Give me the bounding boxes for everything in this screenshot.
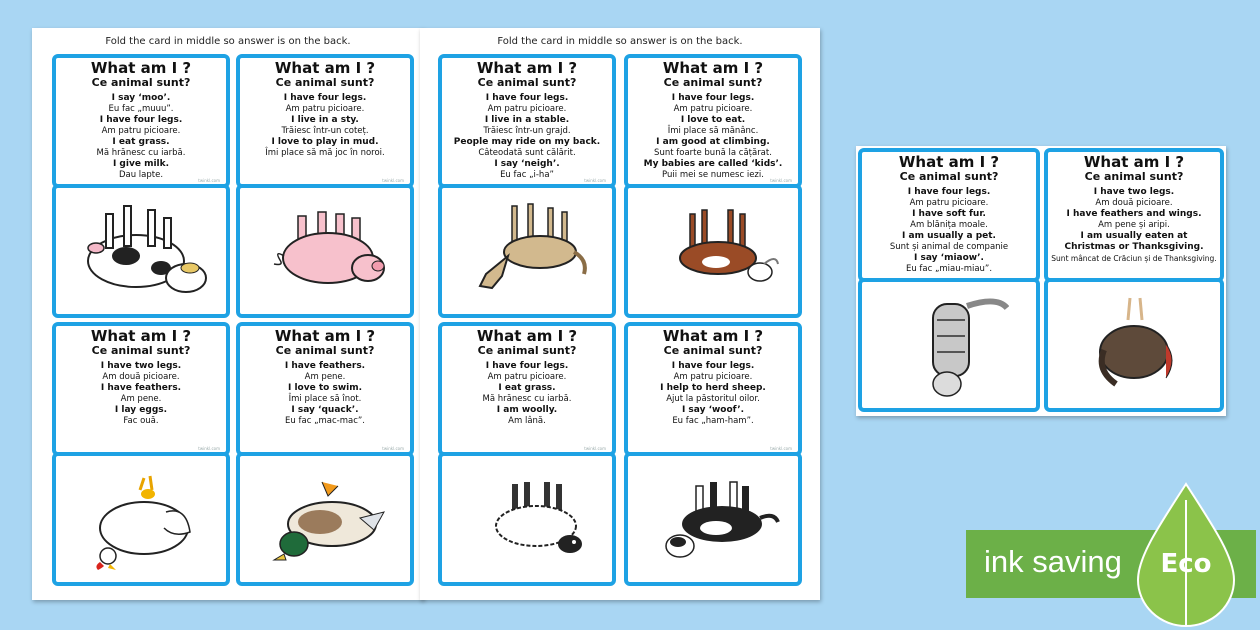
clue-card-horse bbox=[438, 54, 616, 188]
brand-mark: twinkl.com bbox=[770, 446, 792, 451]
answer-card-goat bbox=[624, 184, 802, 318]
clue-line: Sunt foarte bună la cățărat. bbox=[654, 148, 772, 158]
clue-line: I have two legs. bbox=[100, 361, 182, 371]
clue-line: I have soft fur. bbox=[912, 209, 986, 219]
card-title: What am I ? bbox=[274, 59, 376, 77]
clue-line: I have two legs. bbox=[1093, 187, 1175, 197]
clue-card-cow bbox=[52, 54, 230, 188]
card-title: What am I ? bbox=[90, 327, 192, 345]
clue-line: I help to herd sheep. bbox=[660, 383, 766, 393]
clue-card-sheep bbox=[438, 322, 616, 456]
brand-mark: twinkl.com bbox=[198, 446, 220, 451]
clue-line: Fac ouă. bbox=[123, 416, 159, 426]
hen-illustration bbox=[66, 464, 216, 574]
clue-text bbox=[442, 58, 612, 181]
clue-line: I eat grass. bbox=[498, 383, 556, 393]
clue-card-hen bbox=[52, 322, 230, 456]
clue-line: Îmi place să mă joc în noroi. bbox=[265, 148, 385, 158]
clue-line: I have four legs. bbox=[907, 187, 991, 197]
card-subtitle: Ce animal sunt? bbox=[899, 170, 999, 183]
clue-line: Am blănița moale. bbox=[910, 220, 988, 230]
clue-line: I say ‘miaow’. bbox=[914, 253, 984, 263]
clue-text bbox=[240, 58, 410, 159]
dog-illustration bbox=[638, 464, 788, 574]
clue-line: I love to play in mud. bbox=[271, 137, 379, 147]
clue-line: Am patru picioare. bbox=[673, 104, 753, 114]
answer-card-turkey bbox=[1044, 278, 1224, 412]
answer-card-dog bbox=[624, 452, 802, 586]
clue-line: I have feathers. bbox=[100, 383, 182, 393]
clue-line: Câteodată sunt călărit. bbox=[478, 148, 576, 158]
card-subtitle: Ce animal sunt? bbox=[663, 76, 763, 89]
clue-text bbox=[56, 58, 226, 181]
clue-line: Am patru picioare. bbox=[487, 372, 567, 382]
card-subtitle: Ce animal sunt? bbox=[275, 344, 375, 357]
clue-line: Dau lapte. bbox=[118, 170, 164, 180]
worksheet-page-2 bbox=[420, 28, 820, 600]
clue-card-duck bbox=[236, 322, 414, 456]
card-subtitle: Ce animal sunt? bbox=[275, 76, 375, 89]
clue-line: I have feathers and wings. bbox=[1066, 209, 1202, 219]
clue-line: I eat grass. bbox=[112, 137, 170, 147]
clue-line: I am usually eaten at bbox=[1080, 231, 1188, 241]
duck-illustration bbox=[250, 464, 400, 574]
clue-line: I love to eat. bbox=[680, 115, 746, 125]
clue-line: Eu fac „i-ha” bbox=[500, 170, 554, 180]
card-title: What am I ? bbox=[274, 327, 376, 345]
answer-card-pig bbox=[236, 184, 414, 318]
card-title: What am I ? bbox=[476, 59, 578, 77]
clue-line: Am patru picioare. bbox=[101, 126, 181, 136]
answer-card-cat bbox=[858, 278, 1040, 412]
card-subtitle: Ce animal sunt? bbox=[663, 344, 763, 357]
clue-line: Am pene. bbox=[304, 372, 346, 382]
clue-card-cat bbox=[858, 148, 1040, 282]
clue-line: I give milk. bbox=[112, 159, 170, 169]
clue-line: Am lână. bbox=[508, 416, 546, 426]
clue-line: Am patru picioare. bbox=[673, 372, 753, 382]
clue-line: I am good at climbing. bbox=[656, 137, 770, 147]
clue-line: I say ‘quack’. bbox=[291, 405, 359, 415]
clue-line: I have four legs. bbox=[485, 361, 569, 371]
clue-line: I say ‘neigh’. bbox=[494, 159, 560, 169]
clue-line: I live in a stable. bbox=[484, 115, 570, 125]
clue-line: I say ‘moo’. bbox=[111, 93, 171, 103]
clue-card-dog bbox=[624, 322, 802, 456]
clue-line: Mă hrănesc cu iarbă. bbox=[482, 394, 572, 404]
clue-line: Am pene și aripi. bbox=[1098, 220, 1170, 230]
clue-line: Sunt mâncat de Crăciun și de Thanksgiving. bbox=[1051, 254, 1217, 263]
clue-line: Am două picioare. bbox=[1095, 198, 1173, 208]
brand-mark: twinkl.com bbox=[584, 446, 606, 451]
clue-line: I say ‘woof’. bbox=[681, 405, 745, 415]
clue-line: I am woolly. bbox=[496, 405, 558, 415]
answer-card-duck bbox=[236, 452, 414, 586]
clue-line: Am patru picioare. bbox=[909, 198, 989, 208]
clue-line: I love to swim. bbox=[287, 383, 363, 393]
brand-mark: twinkl.com bbox=[584, 178, 606, 183]
clue-line: Trăiesc într-un grajd. bbox=[483, 126, 571, 136]
brand-mark: twinkl.com bbox=[382, 446, 404, 451]
clue-card-pig bbox=[236, 54, 414, 188]
card-title: What am I ? bbox=[662, 59, 764, 77]
clue-line: I am usually a pet. bbox=[902, 231, 996, 241]
clue-line: Eu fac „ham-ham”. bbox=[672, 416, 754, 426]
card-subtitle: Ce animal sunt? bbox=[477, 76, 577, 89]
clue-line: I have four legs. bbox=[283, 93, 367, 103]
clue-line: I have four legs. bbox=[99, 115, 183, 125]
eco-leaf-icon bbox=[1126, 480, 1246, 630]
clue-line: Am pene. bbox=[120, 394, 162, 404]
clue-line: I have four legs. bbox=[671, 93, 755, 103]
card-subtitle: Ce animal sunt? bbox=[91, 76, 191, 89]
answer-card-cow bbox=[52, 184, 230, 318]
fold-instruction: Fold the card in middle so answer is on the back. bbox=[497, 36, 743, 47]
clue-text bbox=[56, 326, 226, 427]
card-title: What am I ? bbox=[90, 59, 192, 77]
clue-text bbox=[628, 58, 798, 181]
clue-line: Îmi place să înot. bbox=[288, 394, 362, 404]
clue-line: Ajut la păstoritul oilor. bbox=[666, 394, 760, 404]
goat-illustration bbox=[638, 196, 788, 306]
cow-illustration bbox=[66, 196, 216, 306]
pig-illustration bbox=[250, 196, 400, 306]
clue-line: Mă hrănesc cu iarbă. bbox=[96, 148, 186, 158]
turkey-illustration bbox=[1074, 290, 1194, 400]
clue-line: I have four legs. bbox=[671, 361, 755, 371]
clue-line: Îmi place să mănânc. bbox=[667, 126, 759, 136]
clue-line: I have four legs. bbox=[485, 93, 569, 103]
clue-text bbox=[240, 326, 410, 427]
card-subtitle: Ce animal sunt? bbox=[477, 344, 577, 357]
clue-text bbox=[1048, 152, 1220, 264]
sheep-illustration bbox=[452, 464, 602, 574]
answer-card-sheep bbox=[438, 452, 616, 586]
eco-label: Eco bbox=[1160, 549, 1212, 579]
worksheet-page-1 bbox=[32, 28, 424, 600]
card-title: What am I ? bbox=[662, 327, 764, 345]
clue-line: Eu fac „miau-miau”. bbox=[905, 264, 993, 274]
card-title: What am I ? bbox=[476, 327, 578, 345]
clue-line: My babies are called ‘kids’. bbox=[643, 159, 783, 169]
answer-card-hen bbox=[52, 452, 230, 586]
clue-line: Eu fac „mac-mac”. bbox=[285, 416, 365, 426]
horse-illustration bbox=[452, 196, 602, 306]
clue-line: Am patru picioare. bbox=[487, 104, 567, 114]
clue-line: I lay eggs. bbox=[114, 405, 168, 415]
brand-mark: twinkl.com bbox=[770, 178, 792, 183]
clue-line: Am patru picioare. bbox=[285, 104, 365, 114]
ink-saving-text: ink saving bbox=[984, 544, 1122, 579]
card-title: What am I ? bbox=[1083, 153, 1185, 171]
brand-mark: twinkl.com bbox=[198, 178, 220, 183]
fold-instruction: Fold the card in middle so answer is on the back. bbox=[105, 36, 351, 47]
clue-text bbox=[442, 326, 612, 427]
answer-card-horse bbox=[438, 184, 616, 318]
clue-text bbox=[862, 152, 1036, 275]
clue-line: Am două picioare. bbox=[102, 372, 180, 382]
clue-line: Christmas or Thanksgiving. bbox=[1064, 242, 1204, 252]
clue-text bbox=[628, 326, 798, 427]
card-title: What am I ? bbox=[898, 153, 1000, 171]
clue-card-turkey bbox=[1044, 148, 1224, 282]
clue-line: Puii mei se numesc iezi. bbox=[662, 170, 764, 180]
clue-line: Sunt și animal de companie bbox=[889, 242, 1009, 252]
clue-line: Eu fac „muuu”. bbox=[108, 104, 174, 114]
clue-line: Trăiesc într-un coteț. bbox=[281, 126, 369, 136]
clue-line: I live in a sty. bbox=[291, 115, 359, 125]
card-subtitle: Ce animal sunt? bbox=[91, 344, 191, 357]
brand-mark: twinkl.com bbox=[382, 178, 404, 183]
cat-illustration bbox=[889, 290, 1009, 400]
card-subtitle: Ce animal sunt? bbox=[1084, 170, 1184, 183]
clue-line: People may ride on my back. bbox=[453, 137, 601, 147]
extra-cards-panel bbox=[856, 146, 1226, 416]
clue-card-goat bbox=[624, 54, 802, 188]
clue-line: I have feathers. bbox=[284, 361, 366, 371]
